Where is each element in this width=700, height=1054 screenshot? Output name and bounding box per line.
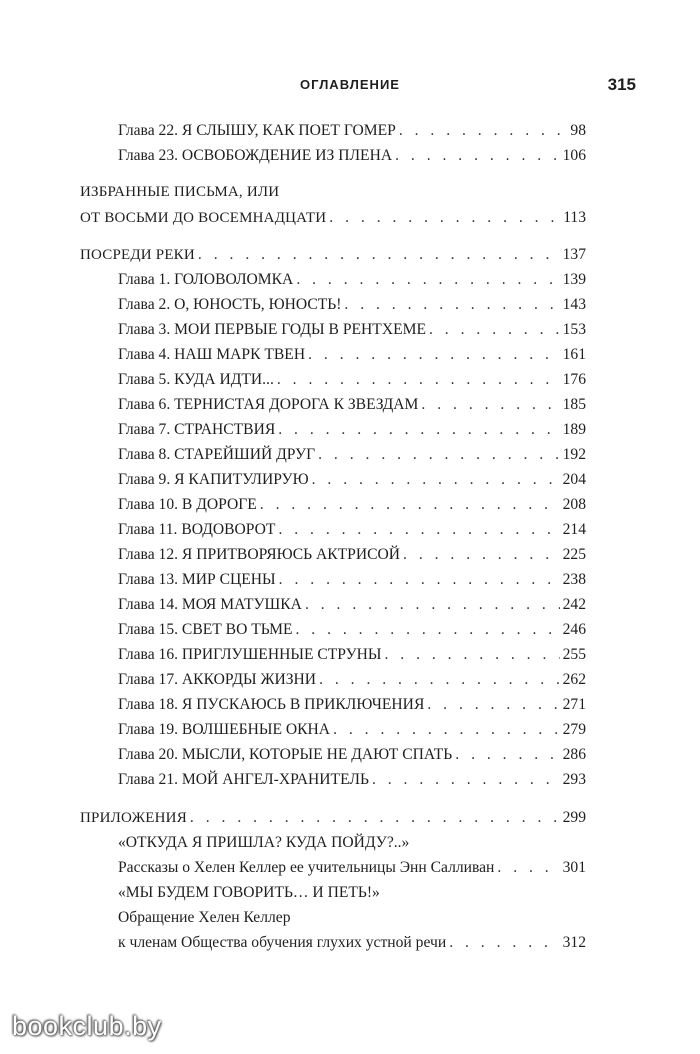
dot-leader: [372, 767, 560, 792]
dot-leader: [333, 717, 560, 742]
dot-leader: [278, 417, 559, 442]
toc-entry[interactable]: [80, 767, 586, 792]
dot-leader: [427, 692, 559, 717]
running-head: [0, 77, 700, 101]
toc-entry-title: Глава 10. В ДОРОГЕ: [118, 496, 257, 513]
toc-entry-page: 204: [562, 471, 586, 488]
toc-entry-title: Глава 8. СТАРЕЙШИЙ ДРУГ: [118, 446, 316, 463]
toc-entry-page: 192: [562, 446, 586, 463]
appendix-page: 312: [562, 934, 586, 951]
toc-entry-title: Глава 11. ВОДОВОРОТ: [118, 521, 276, 538]
toc-entry-page: 262: [562, 671, 586, 688]
toc-entry[interactable]: [80, 292, 586, 317]
dot-leader: [344, 292, 559, 317]
appendix-title: к членам Общества обучения глухих устной речи: [118, 934, 447, 951]
toc-entry-title: Глава 22. Я СЛЫШУ, КАК ПОЕТ ГОМЕР: [118, 122, 396, 139]
dot-leader: [198, 242, 560, 267]
toc-entry-title: Глава 13. МИР СЦЕНЫ: [118, 571, 276, 588]
toc-entry-page: 208: [562, 496, 586, 513]
dot-leader: [429, 317, 560, 342]
dot-leader: [295, 617, 559, 642]
toc-entry-page: 225: [562, 546, 586, 563]
toc-entry-title: Глава 15. СВЕТ ВО ТЬМЕ: [118, 621, 293, 638]
dot-leader: [329, 205, 560, 230]
toc-entry-title: Глава 19. ВОЛШЕБНЫЕ ОКНА: [118, 721, 331, 738]
toc-entry[interactable]: [80, 392, 586, 417]
dot-leader: [278, 517, 559, 542]
dot-leader: [279, 567, 560, 592]
toc-entry-title: Глава 21. МОЙ АНГЕЛ-ХРАНИТЕЛЬ: [118, 771, 369, 788]
section-page: 137: [562, 246, 586, 263]
appendix-title: Рассказы о Хелен Келлер ее учительницы Энн Салливан: [118, 859, 495, 876]
appendix-heading: «ОТКУДА Я ПРИШЛА? КУДА ПОЙДУ?..»: [118, 834, 410, 851]
toc-entry-title: Глава 9. Я КАПИТУЛИРУЮ: [118, 471, 309, 488]
toc-entry-title: Глава 2. О, ЮНОСТЬ, ЮНОСТЬ!: [118, 296, 342, 313]
appendix-heading: «МЫ БУДЕМ ГОВОРИТЬ… И ПЕТЬ!»: [118, 884, 380, 901]
toc-entry-title: Глава 1. ГОЛОВОЛОМКА: [118, 271, 294, 288]
section-page: 113: [563, 209, 586, 226]
toc-entry-page: 143: [562, 296, 586, 313]
toc-entry[interactable]: [80, 267, 586, 292]
toc-entry[interactable]: [80, 692, 586, 717]
toc-entry[interactable]: [80, 143, 586, 168]
toc-entry-page: 185: [562, 396, 586, 413]
toc-entry-page: 106: [562, 147, 586, 164]
dot-leader: [455, 742, 559, 767]
toc-entry[interactable]: [80, 342, 586, 367]
table-of-contents: [80, 118, 586, 955]
toc-entry[interactable]: [80, 417, 586, 442]
dot-leader: [395, 143, 560, 168]
toc-entry[interactable]: [80, 118, 586, 143]
section-title: ПОСРЕДИ РЕКИ: [80, 247, 195, 263]
toc-entry-page: 238: [562, 571, 586, 588]
dot-leader: [308, 342, 560, 367]
section-title: ИЗБРАННЫЕ ПИСЬМА, ИЛИ: [80, 184, 280, 200]
toc-entry-page: 176: [562, 371, 586, 388]
toc-entry[interactable]: [80, 542, 586, 567]
toc-entry-page: 139: [562, 271, 586, 288]
toc-entry[interactable]: [80, 617, 586, 642]
dot-leader: [260, 492, 560, 517]
dot-leader: [319, 667, 560, 692]
toc-entry-page: 246: [562, 621, 586, 638]
appendix-item-heading: [80, 880, 586, 905]
toc-entry[interactable]: [80, 367, 586, 392]
toc-entry-page: 293: [562, 771, 586, 788]
section-river[interactable]: [80, 242, 586, 267]
toc-entry-page: 161: [562, 346, 586, 363]
section-letters-line1[interactable]: [80, 180, 586, 205]
toc-entry-title: Глава 18. Я ПУСКАЮСЬ В ПРИКЛЮЧЕНИЯ: [118, 696, 425, 713]
toc-entry-page: 189: [562, 421, 586, 438]
toc-entry[interactable]: [80, 442, 586, 467]
watermark-logo: bookclub.by: [12, 1011, 162, 1041]
appendix-item-heading: [80, 830, 586, 855]
section-appendix[interactable]: [80, 805, 586, 830]
toc-entry[interactable]: [80, 717, 586, 742]
toc-entry[interactable]: [80, 642, 586, 667]
toc-entry-page: 153: [562, 321, 586, 338]
section-page: 299: [562, 809, 586, 826]
toc-entry-title: Глава 17. АККОРДЫ ЖИЗНИ: [118, 671, 317, 688]
running-title: ОГЛАВЛЕНИЕ: [300, 77, 400, 92]
dot-leader: [277, 367, 560, 392]
toc-entry-title: Глава 12. Я ПРИТВОРЯЮСЬ АКТРИСОЙ: [118, 546, 401, 563]
toc-entry[interactable]: [80, 492, 586, 517]
dot-leader: [312, 467, 560, 492]
page-number: 315: [607, 75, 636, 94]
dot-leader: [190, 805, 560, 830]
section-title: ПРИЛОЖЕНИЯ: [80, 810, 187, 826]
dot-leader: [403, 542, 560, 567]
appendix-item[interactable]: [80, 855, 586, 880]
dot-leader: [296, 267, 559, 292]
section-title: ОТ ВОСЬМИ ДО ВОСЕМНАДЦАТИ: [80, 210, 327, 226]
toc-entry-page: 286: [562, 746, 586, 763]
toc-entry[interactable]: [80, 592, 586, 617]
appendix-title: Обращение Хелен Келлер: [118, 909, 291, 926]
toc-entry[interactable]: [80, 317, 586, 342]
toc-entry[interactable]: [80, 742, 586, 767]
toc-entry-page: 271: [562, 696, 586, 713]
toc-entry-title: Глава 23. ОСВОБОЖДЕНИЕ ИЗ ПЛЕНА: [118, 147, 393, 164]
dot-leader: [318, 442, 559, 467]
dot-leader: [399, 118, 568, 143]
toc-entry-title: Глава 14. МОЯ МАТУШКА: [118, 596, 302, 613]
toc-entry-title: Глава 6. ТЕРНИСТАЯ ДОРОГА К ЗВЕЗДАМ: [118, 396, 419, 413]
toc-entry[interactable]: [80, 667, 586, 692]
toc-entry-title: Глава 20. МЫСЛИ, КОТОРЫЕ НЕ ДАЮТ СПАТЬ: [118, 746, 453, 763]
dot-leader: [384, 642, 559, 667]
toc-entry-page: 242: [562, 596, 586, 613]
toc-entry-title: Глава 3. МОИ ПЕРВЫЕ ГОДЫ В РЕНТХЕМЕ: [118, 321, 426, 338]
toc-entry-title: Глава 4. НАШ МАРК ТВЕН: [118, 346, 306, 363]
toc-entry-title: Глава 7. СТРАНСТВИЯ: [118, 421, 276, 438]
toc-entry-page: 214: [562, 521, 586, 538]
river-chapter-list: [80, 267, 586, 792]
dot-leader: [497, 855, 559, 880]
toc-entry[interactable]: [80, 517, 586, 542]
toc-entry[interactable]: [80, 567, 586, 592]
appendix-item[interactable]: [80, 930, 586, 955]
appendix-item-line: [80, 905, 586, 930]
toc-entry[interactable]: [80, 467, 586, 492]
toc-entry-page: 98: [570, 122, 586, 139]
toc-entry-page: 279: [562, 721, 586, 738]
dot-leader: [449, 930, 559, 955]
toc-entry-title: Глава 5. КУДА ИДТИ...: [118, 371, 274, 388]
appendix-page: 301: [562, 859, 586, 876]
toc-entry-title: Глава 16. ПРИГЛУШЕННЫЕ СТРУНЫ: [118, 646, 382, 663]
section-letters[interactable]: [80, 205, 586, 230]
dot-leader: [305, 592, 560, 617]
dot-leader: [421, 392, 559, 417]
toc-entry-page: 255: [562, 646, 586, 663]
